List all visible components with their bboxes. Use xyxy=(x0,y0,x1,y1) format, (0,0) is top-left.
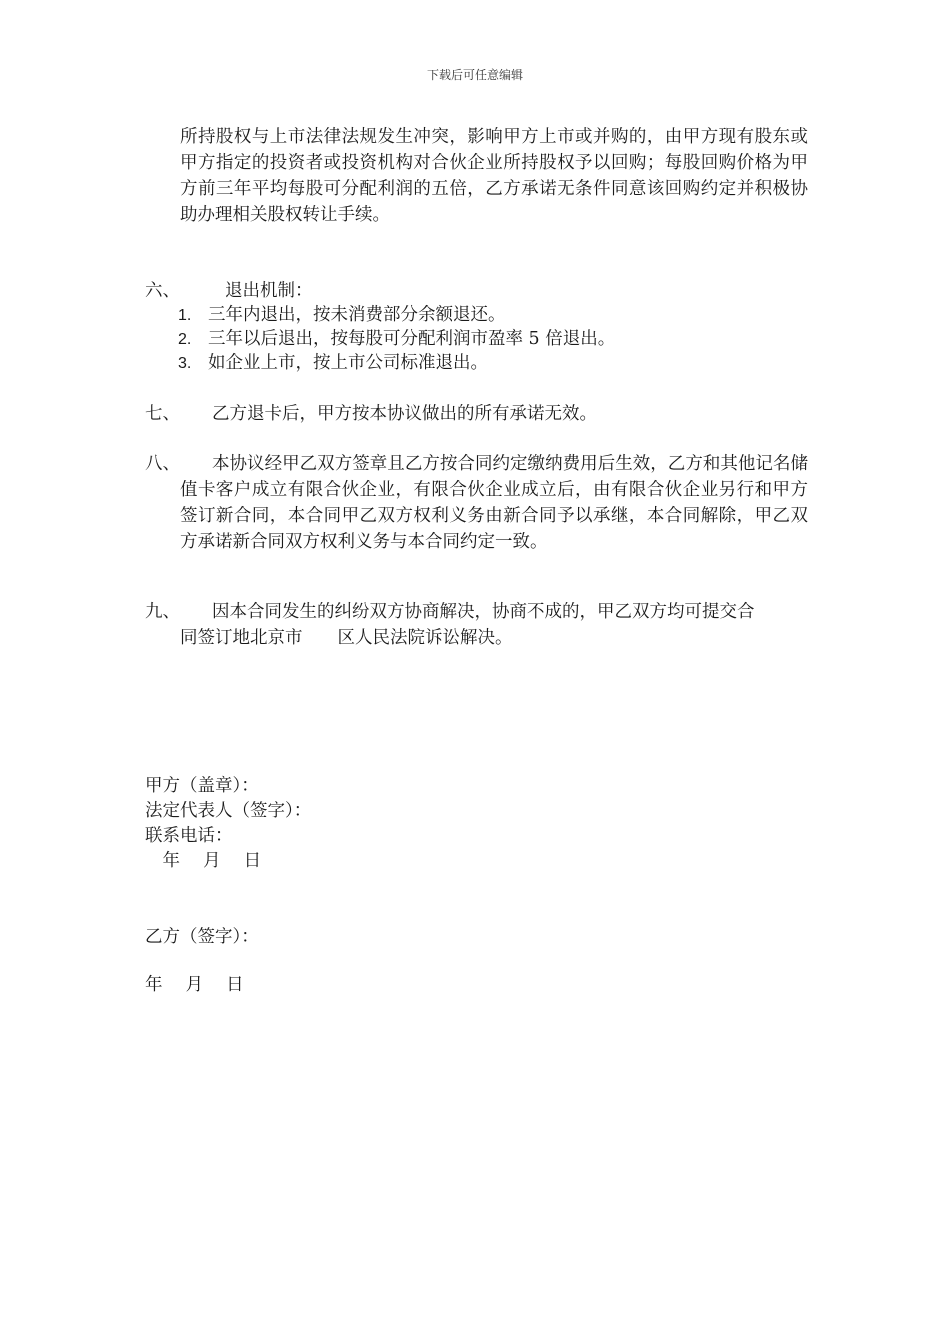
legal-rep-label: 法定代表人（签字）： xyxy=(145,801,312,821)
intro-paragraph: 所持股权与上市法律法规发生冲突，影响甲方上市或并购的，由甲方现有股东或甲方指定的投资者或投资机构对合伙企业所持股权予以回购；每股回购价格为甲方前三年平均每股可分配利润的五倍，乙方承诺无条件同意该回购约定并积极协助办理相关股权转让手续。 xyxy=(180,127,808,225)
list-text: 三年以后退出，按每股可分配利润市盈率 5 倍退出。 xyxy=(208,329,616,349)
section9-line2: 同签订地北京市 区人民法院诉讼解决。 xyxy=(180,628,513,648)
list-text: 三年内退出，按未消费部分余额退还。 xyxy=(208,305,506,325)
party-b-sign-label: 乙方（签字）： xyxy=(145,927,259,947)
party-a-seal-label: 甲方（盖章）： xyxy=(145,776,259,796)
date-a-line: 年 月 日 xyxy=(145,851,262,871)
section8-text: 本协议经甲乙双方签章且乙方按合同约定缴纳费用后生效，乙方和其他记名储值卡客户成立有限合伙企业，有限合伙企业成立后，由有限合伙企业另行和甲方签订新合同，本合同甲乙双方权利义务由新合同予以承继，本合同解除，甲乙双方承诺新合同双方权利义务与本合同约定一致。 xyxy=(180,454,808,552)
section6-number: 六、 xyxy=(145,281,180,301)
section7-text: 乙方退卡后，甲方按本协议做出的所有承诺无效。 xyxy=(212,404,597,424)
list-text: 如企业上市，按上市公司标准退出。 xyxy=(208,353,488,373)
list-item xyxy=(178,326,615,353)
section9-number: 九、 xyxy=(145,602,180,622)
section7-number: 七、 xyxy=(145,404,180,424)
phone-label: 联系电话： xyxy=(145,826,233,846)
page-header: 下载后可任意编辑 xyxy=(426,68,523,82)
section9-line1: 因本合同发生的纠纷双方协商解决，协商不成的，甲乙双方均可提交合 xyxy=(212,602,755,622)
list-number: 2. xyxy=(178,331,192,348)
list-item xyxy=(178,350,488,377)
list-number: 1. xyxy=(178,307,192,324)
list-item xyxy=(178,302,506,329)
date-b-line: 年 月 日 xyxy=(145,975,244,995)
list-number: 3. xyxy=(178,355,192,372)
section8-number: 八、 xyxy=(145,454,180,474)
section6-title: 退出机制： xyxy=(225,281,313,301)
